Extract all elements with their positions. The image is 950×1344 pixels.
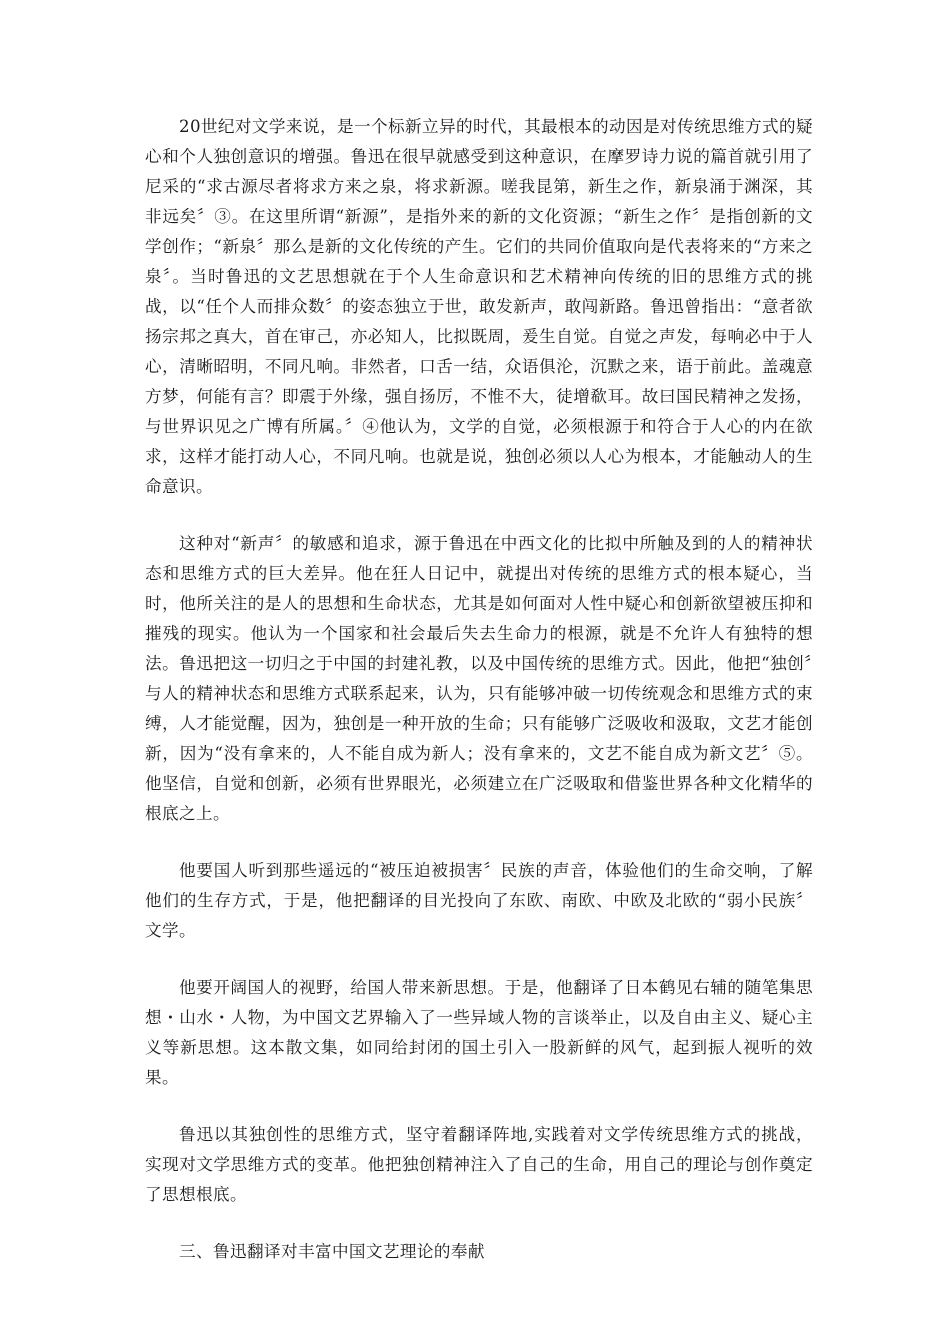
paragraph-3: 他要国人听到那些遥远的“被压迫被损害〞民族的声音，体验他们的生命交响，了解他们的生存方式，于是，他把翻译的目光投向了东欧、南欧、中欧及北欧的“弱小民族〞文学。: [145, 861, 813, 940]
paragraph-2: 这种对“新声〞的敏感和追求，源于鲁迅在中西文化的比拟中所触及到的人的精神状态和思维方式的巨大差异。他在狂人日记中，就提出对传统的思维方式的根本疑心，当时，他所关注的是人的思想和生命状态，尤其是如何面对人性中疑心和创新欲望被压抑和摧残的现实。他认为一个国家和社会最后失去生命力的根源，就是不允许人有独特的想法。鲁迅把这一切归之于中国的封建礼教，以及中国传统的思维方式。因此，他把“独创〞与人的精神状态和思维方式联系起来，认为，只有能够冲破一切传统观念和思维方式的束缚，人才能觉醒，因为，独创是一种开放的生命；只有能够广泛吸收和汲取，文艺才能创新，因为“没有拿来的，人不能自成为新人；没有拿来的，文艺不能自成为新文艺〞⑤。他坚信，自觉和创新，必须有世界眼光，必须建立在广泛吸取和借鉴世界各种文化精华的根底之上。: [145, 534, 813, 823]
section-heading: 三、鲁迅翻译对丰富中国文艺理论的奉献: [179, 1242, 485, 1261]
paragraph-1: 20世纪对文学来说，是一个标新立异的时代，其最根本的动因是对传统思维方式的疑心和个人独创意识的增强。鲁迅在很早就感受到这种意识，在摩罗诗力说的篇首就引用了尼采的“求古源尽者将求方来之泉，将求新源。嗟我昆第，新生之作，新泉涌于渊深，其非远矣〞③。在这里所谓“新源”，是指外来的新的文化资源；“新生之作〞是指创新的文学创作；“新泉〞那么是新的文化传统的产生。它们的共同价值取向是代表将来的“方来之泉〞。当时鲁迅的文艺思想就在于个人生命意识和艺术精神向传统的旧的思维方式的挑战，以“任个人而排众数〞的姿态独立于世，敢发新声，敢闯新路。鲁迅曾指出：“意者欲扬宗邦之真大，首在审己，亦必知人，比拟既周，爰生自觉。自觉之声发，每响必中于人心，清晰昭明，不同凡响。非然者，口舌一结，众语俱沦，沉默之来，语于前此。盖魂意方梦，何能有言？即震于外缘，强自扬厉，不惟不大，徒增欷耳。故曰国民精神之发扬，与世界识见之广博有所属。〞④他认为，文学的自觉，必须根源于和符合于人心的内在欲求，这样才能打动人心，不同凡响。也就是说，独创必须以人心为根本，才能触动人的生命意识。: [145, 117, 813, 496]
paragraph-5: 鲁迅以其独创性的思维方式，坚守着翻译阵地,实践着对文学传统思维方式的挑战，实现对文学思维方式的变革。他把独创精神注入了自己的生命，用自己的理论与创作奠定了思想根底。: [145, 1125, 813, 1204]
paragraph-4: 他要开阔国人的视野，给国人带来新思想。于是，他翻译了日本鹤见右辅的随笔集思想・山水・人物，为中国文艺界输入了一些异域人物的言谈举止，以及自由主义、疑心主义等新思想。这本散文集，如同给封闭的国土引入一股新鲜的风气，起到振人视听的效果。: [145, 978, 813, 1087]
document-page: [145, 112, 813, 1267]
